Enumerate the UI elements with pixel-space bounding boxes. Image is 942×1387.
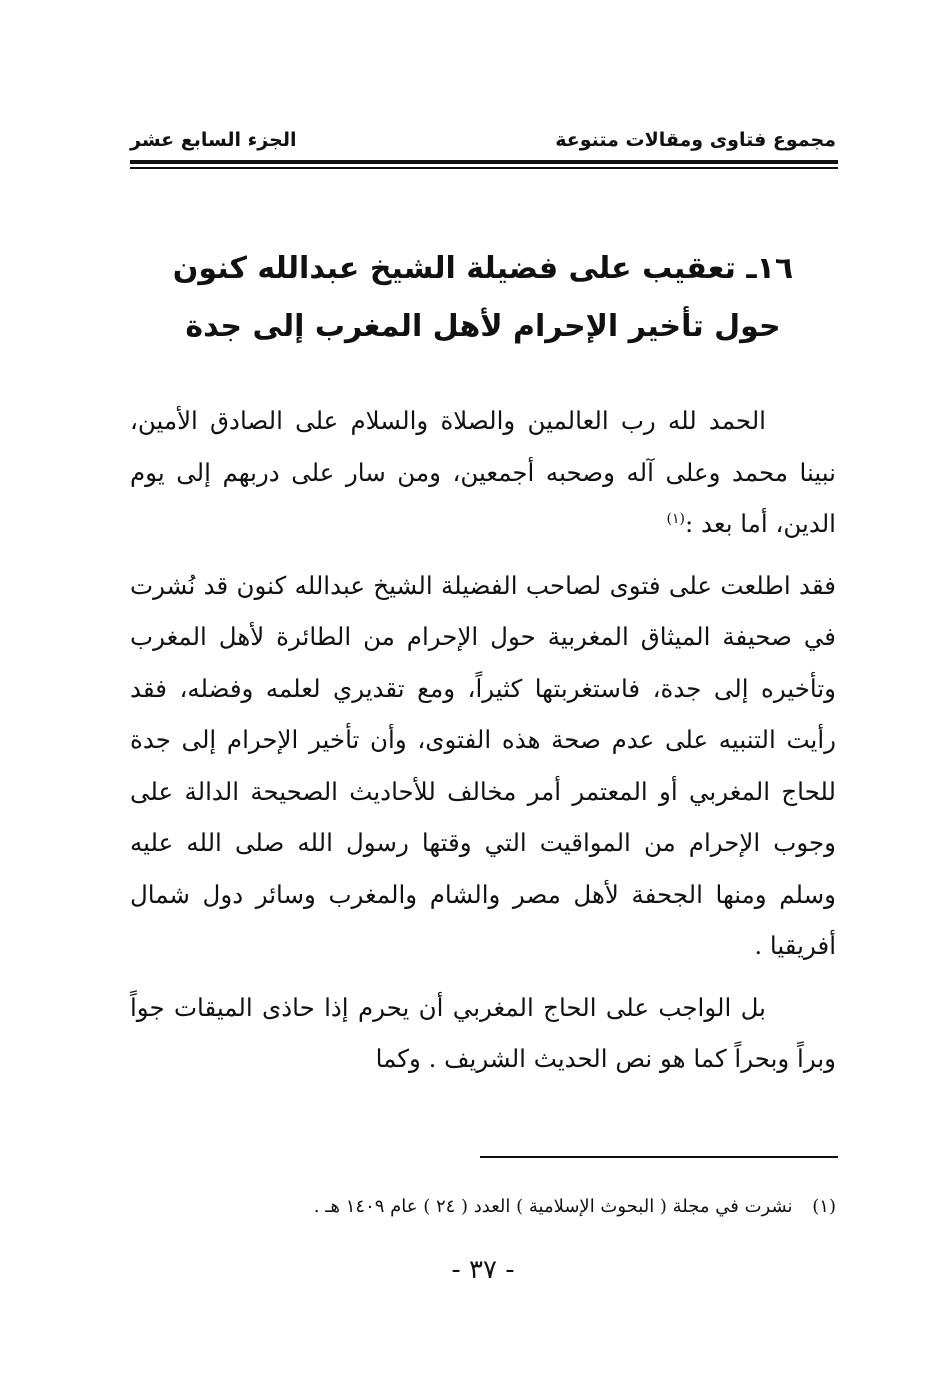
- page-number: - ٣٧ -: [451, 1255, 515, 1285]
- paragraph-1: [130, 395, 836, 550]
- header-rule-thick: [130, 160, 838, 164]
- footnote-number: (١): [812, 1196, 836, 1217]
- paragraph-2: فقد اطلعت على فتوى لصاحب الفضيلة الشيخ عبدالله كنون قد نُشرت في صحيفة الميثاق المغربية حول الإحرام من الطائرة لأهل المغرب وتأخيره إلى جدة، فاستغربتها كثيراً، ومع تقديري لعلمه وفضله، فقد رأيت التنبيه على عدم صحة هذه الفتوى، وأن تأخير الإحرام إلى جدة للحاج المغربي أو المعتمر أمر مخالف للأحاديث الصحيحة الدالة على وجوب الإحرام من المواقيت التي وقتها رسول الله صلى الله عليه وسلم ومنها الجحفة لأهل مصر والشام والمغرب وسائر دول شمال أفريقيا .: [130, 570, 836, 960]
- header-volume: الجزء السابع عشر: [130, 129, 297, 151]
- footnote-text: نشرت في مجلة ( البحوث الإسلامية ) العدد ( ٢٤ ) عام ١٤٠٩ هـ .: [313, 1196, 793, 1217]
- header-rule-thin: [130, 167, 838, 169]
- body-text: [130, 395, 836, 1095]
- running-header: [130, 120, 836, 160]
- section-title-line-1: ١٦ـ تعقيب على فضيلة الشيخ عبدالله كنون: [172, 251, 794, 286]
- section-title-line-2: حول تأخير الإحرام لأهل المغرب إلى جدة: [185, 309, 781, 344]
- footnote: [130, 1192, 836, 1222]
- paragraph-3: بل الواجب على الحاج المغربي أن يحرم إذا حاذى الميقات جواً وبراً وبحراً كما هو نص الحديث الشريف . وكما: [130, 992, 836, 1073]
- footnote-reference: (١): [666, 510, 685, 527]
- paragraph-1-text: الحمد لله رب العالمين والصلاة والسلام على الصادق الأمين، نبينا محمد وعلى آله وصحبه أجمعين، ومن سار على دربهم إلى يوم الدين، أما بعد :: [130, 406, 836, 538]
- footnote-separator: [480, 1156, 838, 1158]
- header-book-title: مجموع فتاوى ومقالات متنوعة: [555, 129, 836, 151]
- section-title: [130, 240, 836, 356]
